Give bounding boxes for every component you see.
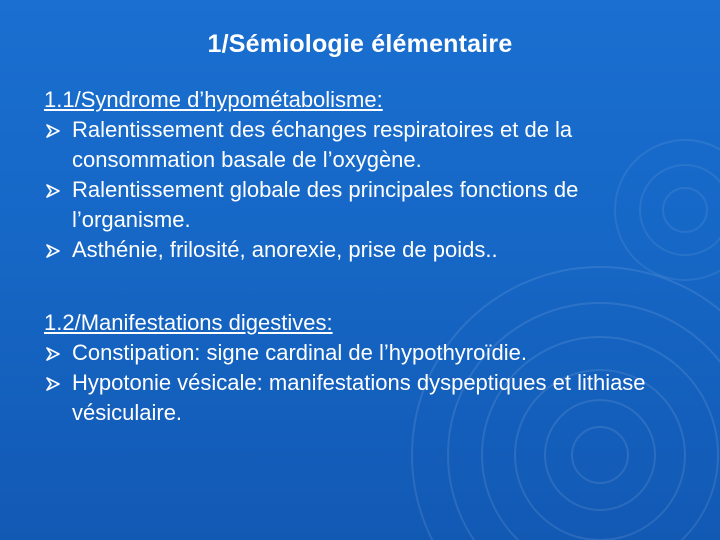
bullet-list (44, 115, 694, 265)
bullet-text: Ralentissement globale des principales fonctions de l’organisme. (72, 177, 579, 232)
list-item (44, 338, 694, 368)
arrowhead-bullet-icon (46, 338, 62, 368)
bullet-text: Ralentissement des échanges respiratoires et de la consommation basale de l’oxygène. (72, 117, 573, 172)
bullet-text: Constipation: signe cardinal de l’hypothyroïdie. (72, 340, 527, 365)
arrowhead-bullet-icon (46, 175, 62, 205)
section-hypometabolism (44, 85, 694, 265)
slide-title: 1/Sémiologie élémentaire (207, 30, 513, 58)
arrowhead-bullet-icon (46, 368, 62, 398)
arrowhead-bullet-icon (46, 235, 62, 265)
bullet-text: Hypotonie vésicale: manifestations dyspeptiques et lithiase vésiculaire. (72, 370, 646, 425)
bullet-text: Asthénie, frilosité, anorexie, prise de poids.. (72, 237, 498, 262)
list-item (44, 368, 694, 428)
section-heading: 1.1/Syndrome d’hypométabolisme: (44, 87, 383, 112)
section-digestive (44, 308, 694, 428)
list-item (44, 115, 694, 175)
list-item (44, 235, 694, 265)
bullet-list (44, 338, 694, 428)
list-item (44, 175, 694, 235)
section-heading: 1.2/Manifestations digestives: (44, 310, 333, 335)
arrowhead-bullet-icon (46, 115, 62, 145)
